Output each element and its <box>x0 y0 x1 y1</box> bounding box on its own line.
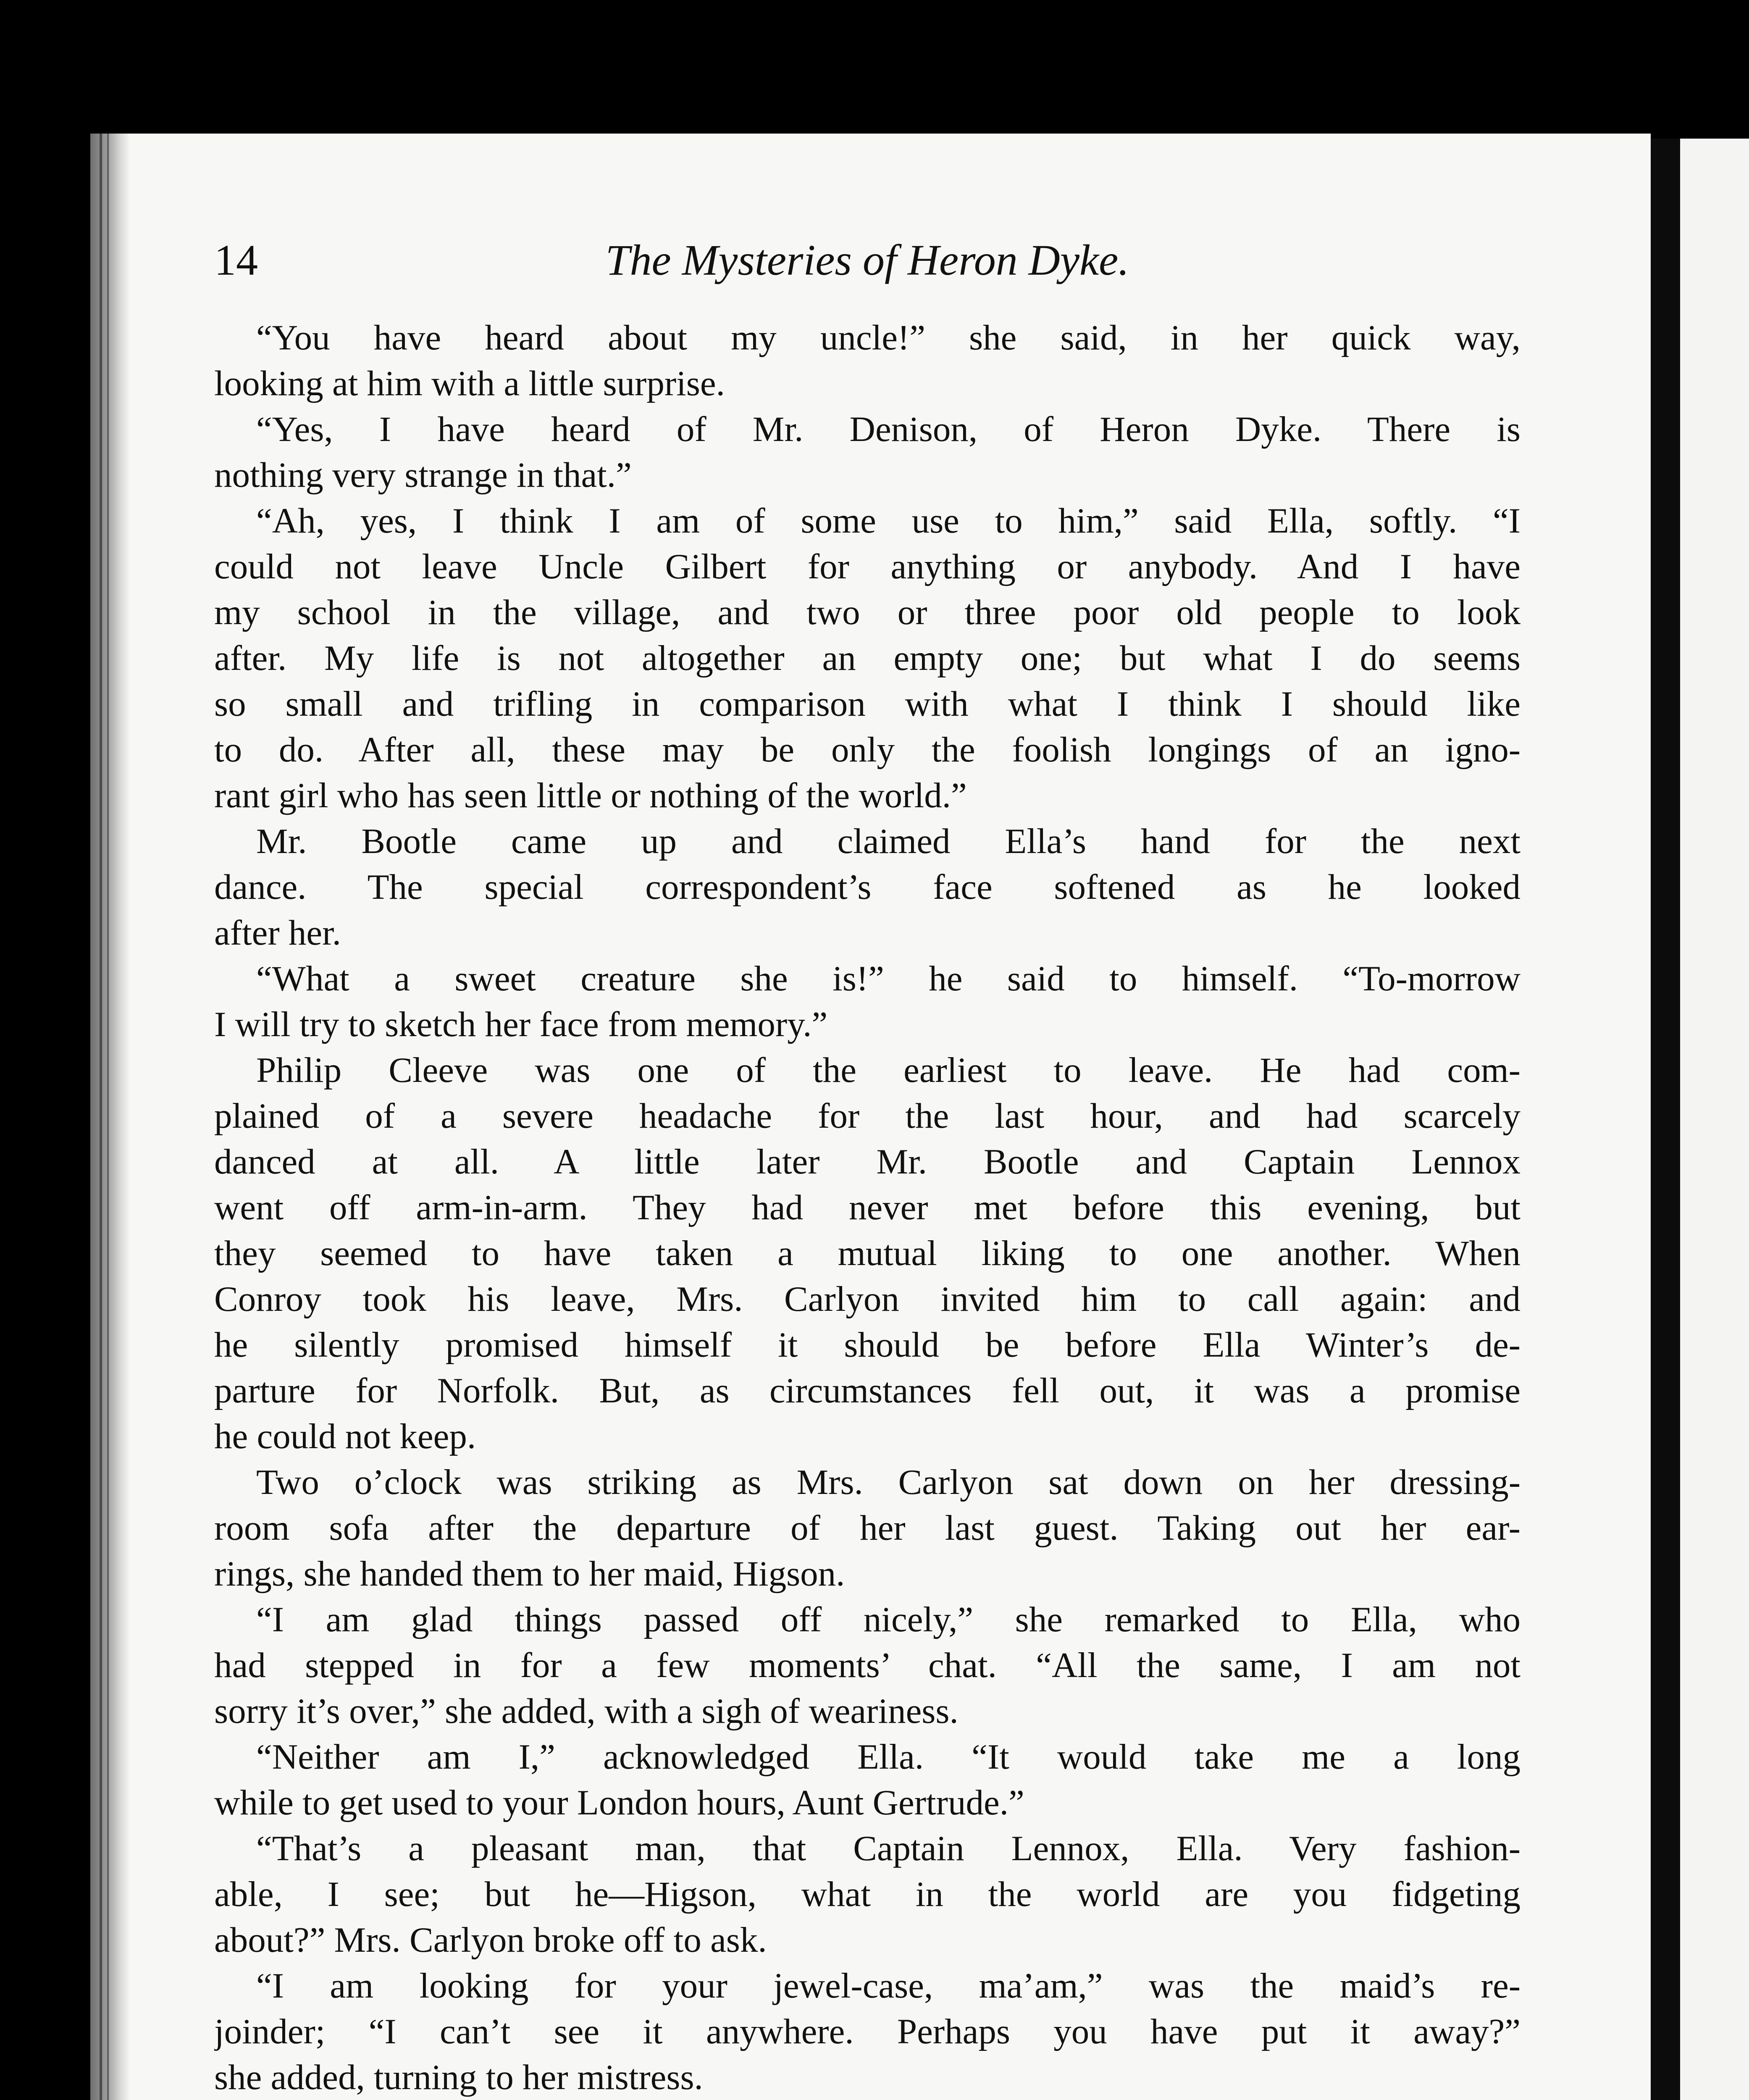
text-line: she added, turning to her mistress. <box>214 2058 703 2097</box>
text-line: he silently promised himself it should be before Ella Winter’s de- <box>214 1325 1521 1365</box>
text-line: able, I see; but he—Higson, what in the world are you fidgeting <box>214 1874 1521 1914</box>
text-line: dance. The special correspondent’s face softened as he looked <box>214 867 1521 907</box>
text-line: sorry it’s over,” she added, with a sigh of weariness. <box>214 1691 959 1731</box>
text-line: plained of a severe headache for the last hour, and had scarcely <box>214 1096 1521 1136</box>
text-line: parture for Norfolk. But, as circumstances fell out, it was a promise <box>214 1371 1521 1410</box>
text-line: “Neither am I,” acknowledged Ella. “It would take me a long <box>256 1737 1521 1777</box>
facing-page-edge <box>1680 139 1749 2100</box>
text-line: after her. <box>214 913 341 953</box>
text-line: to do. After all, these may be only the foolish longings of an igno- <box>214 730 1521 769</box>
binding-gutter <box>90 134 130 2100</box>
text-line: nothing very strange in that.” <box>214 455 632 495</box>
text-line: while to get used to your London hours, Aunt Gertrude.” <box>214 1783 1024 1822</box>
gutter-line <box>100 134 102 2100</box>
text-line: went off arm-in-arm. They had never met before this evening, but <box>214 1188 1521 1227</box>
text-line: they seemed to have taken a mutual liking to one another. When <box>214 1234 1521 1273</box>
text-line: I will try to sketch her face from memory.” <box>214 1005 828 1044</box>
text-line: “Ah, yes, I think I am of some use to him,” said Ella, softly. “I <box>256 501 1521 541</box>
text-line: room sofa after the departure of her last guest. Taking out her ear- <box>214 1508 1521 1548</box>
book-title: The Mysteries of Heron Dyke. <box>605 236 1129 284</box>
text-line: Philip Cleeve was one of the earliest to leave. He had com- <box>256 1050 1521 1090</box>
body-text <box>214 315 1521 2100</box>
text-line: had stepped in for a few moments’ chat. “All the same, I am not <box>214 1646 1521 1685</box>
text-line: he could not keep. <box>214 1417 476 1456</box>
page-number: 14 <box>214 236 258 284</box>
text-line: about?” Mrs. Carlyon broke off to ask. <box>214 1920 767 1960</box>
text-line: “That’s a pleasant man, that Captain Lennox, Ella. Very fashion- <box>256 1829 1521 1868</box>
text-line: “I am glad things passed off nicely,” she remarked to Ella, who <box>256 1600 1521 1639</box>
text-line: looking at him with a little surprise. <box>214 364 725 403</box>
text-line: so small and trifling in comparison with what I think I should like <box>214 684 1521 724</box>
text-line: “Yes, I have heard of Mr. Denison, of Heron Dyke. There is <box>256 410 1521 449</box>
text-line: my school in the village, and two or three poor old people to look <box>214 593 1521 632</box>
text-line: rings, she handed them to her maid, Higson. <box>214 1554 845 1593</box>
text-line: rant girl who has seen little or nothing of the world.” <box>214 776 967 815</box>
text-line: Mr. Bootle came up and claimed Ella’s hand for the next <box>256 822 1521 861</box>
text-line: Conroy took his leave, Mrs. Carlyon invited him to call again: and <box>214 1279 1521 1319</box>
text-line: “You have heard about my uncle!” she said, in her quick way, <box>256 318 1521 357</box>
text-line: “I am looking for your jewel-case, ma’am,” was the maid’s re- <box>256 1966 1521 2006</box>
text-line: joinder; “I can’t see it anywhere. Perhaps you have put it away?” <box>214 2012 1521 2051</box>
text-line: danced at all. A little later Mr. Bootle and Captain Lennox <box>214 1142 1521 1181</box>
gutter-line <box>107 134 109 2100</box>
running-head <box>214 233 1521 288</box>
text-line: Two o’clock was striking as Mrs. Carlyon sat down on her dressing- <box>256 1462 1521 1502</box>
text-line: after. My life is not altogether an empty one; but what I do seems <box>214 638 1521 678</box>
text-line: “What a sweet creature she is!” he said to himself. “To-morrow <box>256 959 1521 998</box>
text-line: could not leave Uncle Gilbert for anything or anybody. And I have <box>214 547 1521 586</box>
